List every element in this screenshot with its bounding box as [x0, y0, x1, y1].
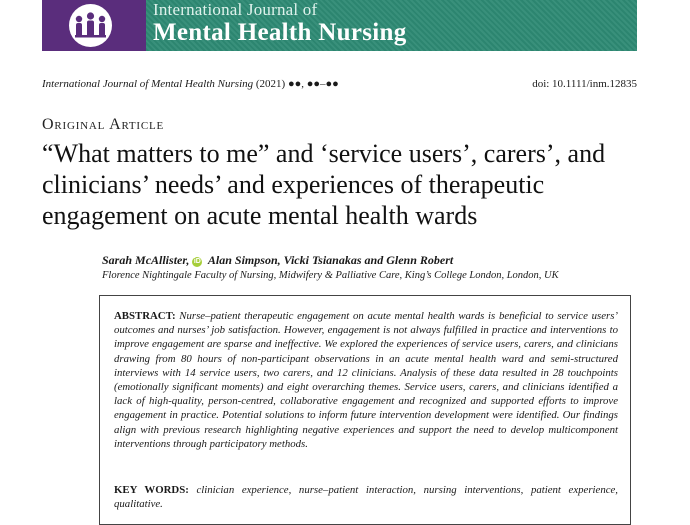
abstract-label: ABSTRACT:	[114, 310, 176, 322]
banner-title-line1: International Journal of	[153, 0, 318, 19]
journal-logo	[42, 0, 146, 51]
abstract-box	[99, 295, 631, 525]
banner-title-line2: Mental Health Nursing	[153, 19, 407, 46]
journal-citation	[42, 78, 339, 90]
doi-link[interactable]: doi: 10.1111/inm.12835	[532, 78, 637, 90]
author-affiliation: Florence Nightingale Faculty of Nursing, Midwifery & Palliative Care, King’s College London, London, UK	[102, 270, 559, 281]
article-title: “What matters to me” and ‘service users’, carers’, and clinicians’ needs’ and experiences of therapeutic engagement on acute mental health wards	[42, 139, 606, 230]
orcid-icon[interactable]: iD	[193, 258, 201, 265]
author-rest: Alan Simpson, Vicki Tsianakas and Glenn Robert	[205, 253, 454, 267]
author-list	[102, 253, 453, 268]
people-logo-icon	[69, 4, 112, 47]
keywords-label: KEY WORDS:	[114, 484, 189, 496]
journal-banner	[42, 0, 637, 51]
abstract-paragraph	[114, 309, 618, 451]
keywords-paragraph	[114, 483, 618, 511]
abstract-body: Nurse–patient therapeutic engagement on acute mental health wards is beneficial to service users’ outcomes and nurses’ job satisfaction. However, engagement is not always fulfilled in practice and interventions to improve engagement are sparse and ineffective. We explored the experiences of service users, carers, and clinicians drawing from 80 hours of non-participant observations in an acute mental health ward and semi-structured interviews with 14 service users, two carers, and 12 clinicians. Analysis of these data resulted in 28 touchpoints (emotionally significant moments) and eight overarching themes. Service users, carers, and clinicians identified a lack of high-quality, person-centred, collaborative engagement and recognized and supported efforts to improve engagement in practice. Potential solutions to inform future intervention development were identified. Our findings align with previous research highlighting negative experiences and support the need to develop multicomponent interventions through participatory methods.	[114, 310, 618, 450]
author-first: Sarah McAllister,	[102, 253, 190, 267]
citation-volume: (2021) ●●, ●●–●●	[253, 78, 339, 90]
citation-journal: International Journal of Mental Health Nursing	[42, 78, 254, 90]
keywords-body: clinician experience, nurse–patient interaction, nursing interventions, patient experience, qualitative.	[114, 484, 619, 511]
section-label: Original Article	[42, 116, 165, 133]
